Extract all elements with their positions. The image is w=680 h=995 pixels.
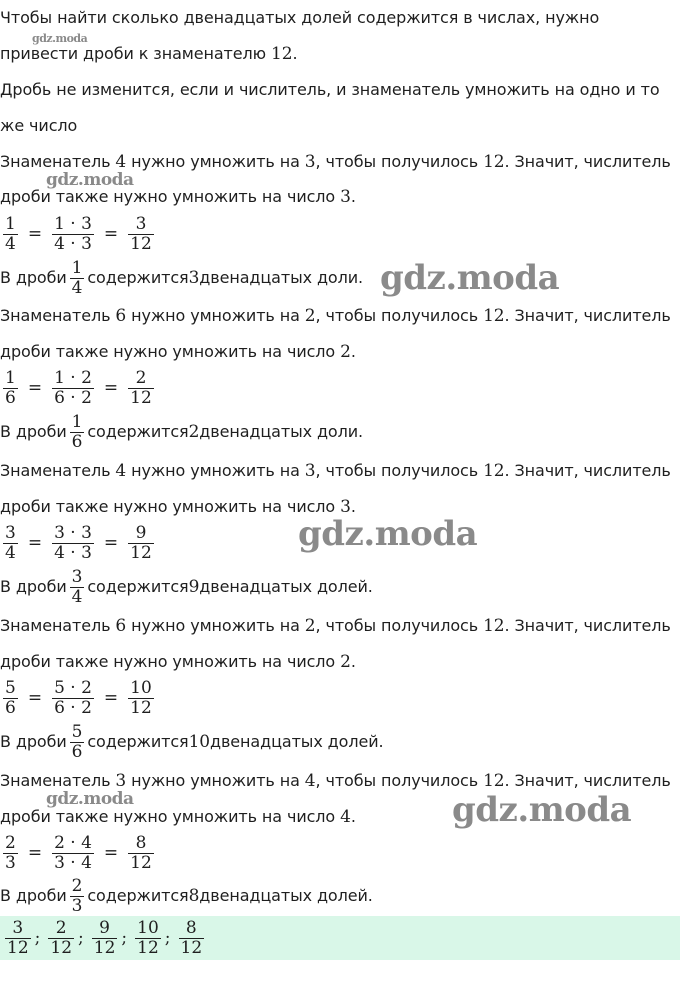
- fraction: $\frac{5}{6}$: [71, 721, 83, 762]
- fraction: $\frac{5 \cdot 2}{6 \cdot 2}$: [54, 677, 92, 718]
- watermark: gdz.moda: [46, 789, 134, 809]
- fraction: $\frac{10}{12}$: [130, 677, 152, 718]
- fraction: $\frac{3}{4}$: [71, 566, 83, 607]
- answer-fraction: $\frac{3}{12}$: [7, 917, 29, 958]
- intro-line-3: Дробь не изменится, если и числитель, и знаменатель умножить на одно и то: [0, 80, 660, 99]
- watermark: gdz.moda: [46, 170, 134, 190]
- watermark: gdz.moda: [32, 32, 88, 45]
- block-4-result: В дроби $\frac{5}{6}$ содержится 10 двенадцатых долей.: [0, 721, 384, 762]
- block-4-step-2: дроби также нужно умножить на число 2.: [0, 652, 356, 672]
- block-2-result: В дроби $\frac{1}{6}$ содержится 2 двенадцатых доли.: [0, 411, 364, 452]
- block-2-equation: $\frac{1}{6}$ = $\frac{1 \cdot 2}{6 \cdot 2}$ = $\frac{2}{12}$: [5, 367, 152, 408]
- fraction: $\frac{1 \cdot 2}{6 \cdot 2}$: [54, 367, 92, 408]
- fraction: $\frac{1 \cdot 3}{4 \cdot 3}$: [54, 213, 92, 254]
- block-1-result: В дроби $\frac{1}{4}$ содержится 3 двенадцатых доли.: [0, 257, 364, 298]
- block-3-result: В дроби $\frac{3}{4}$ содержится 9 двенадцатых долей.: [0, 566, 373, 607]
- block-5-result: В дроби $\frac{2}{3}$ содержится 8 двенадцатых долей.: [0, 875, 373, 916]
- intro-line-2: привести дроби к знаменателю 12.: [0, 44, 298, 64]
- block-3-step-1: Знаменатель 4 нужно умножить на 3, чтобы получилось 12. Значит, числитель: [0, 461, 671, 481]
- fraction: $\frac{3}{4}$: [5, 522, 16, 563]
- fraction: $\frac{3}{12}$: [130, 213, 152, 254]
- answer-box: $\frac{3}{12}$ ; $\frac{2}{12}$ ; $\frac{9}{12}$ ; $\frac{10}{12}$ ; $\frac{8}{12}$: [0, 916, 680, 960]
- fraction: $\frac{2}{12}$: [130, 367, 152, 408]
- fraction: $\frac{5}{6}$: [5, 677, 16, 718]
- fraction: $\frac{2}{3}$: [5, 832, 16, 873]
- watermark: gdz.moda: [298, 514, 478, 554]
- fraction: $\frac{2}{3}$: [71, 875, 83, 916]
- fraction: $\frac{9}{12}$: [130, 522, 152, 563]
- answer-fraction: $\frac{10}{12}$: [137, 917, 159, 958]
- block-3-equation: $\frac{3}{4}$ = $\frac{3 \cdot 3}{4 \cdot 3}$ = $\frac{9}{12}$: [5, 522, 152, 563]
- intro-line-4: же число: [0, 116, 78, 135]
- fraction: $\frac{3 \cdot 3}{4 \cdot 3}$: [54, 522, 92, 563]
- fraction: $\frac{1}{6}$: [5, 367, 16, 408]
- block-2-step-2: дроби также нужно умножить на число 2.: [0, 342, 356, 362]
- fraction: $\frac{1}{6}$: [71, 411, 83, 452]
- answer-fraction: $\frac{2}{12}$: [50, 917, 73, 958]
- block-2-step-1: Знаменатель 6 нужно умножить на 2, чтобы получилось 12. Значит, числитель: [0, 306, 671, 326]
- block-1-equation: $\frac{1}{4}$ = $\frac{1 \cdot 3}{4 \cdot 3}$ = $\frac{3}{12}$: [5, 213, 152, 254]
- block-1-step-2: дроби также нужно умножить на число 3.: [0, 187, 356, 207]
- block-4-equation: $\frac{5}{6}$ = $\frac{5 \cdot 2}{6 \cdot 2}$ = $\frac{10}{12}$: [5, 677, 152, 718]
- intro-line-1: Чтобы найти сколько двенадцатых долей содержится в числах, нужно: [0, 8, 600, 27]
- fraction: $\frac{1}{4}$: [71, 257, 83, 298]
- block-5-equation: $\frac{2}{3}$ = $\frac{2 \cdot 4}{3 \cdot 4}$ = $\frac{8}{12}$: [5, 832, 152, 873]
- watermark: gdz.moda: [452, 790, 632, 830]
- answer-fraction: $\frac{8}{12}$: [180, 917, 203, 958]
- block-1-step-1: Знаменатель 4 нужно умножить на 3, чтобы получилось 12. Значит, числитель: [0, 152, 671, 172]
- fraction: $\frac{1}{4}$: [5, 213, 16, 254]
- answer-fraction: $\frac{9}{12}$: [93, 917, 116, 958]
- block-5-step-2: дроби также нужно умножить на число 4.: [0, 807, 356, 827]
- fraction: $\frac{2 \cdot 4}{3 \cdot 4}$: [54, 832, 92, 873]
- fraction: $\frac{8}{12}$: [130, 832, 152, 873]
- block-5-step-1: Знаменатель 3 нужно умножить на 4, чтобы получилось 12. Значит, числитель: [0, 771, 671, 791]
- block-3-step-2: дроби также нужно умножить на число 3.: [0, 497, 356, 517]
- watermark: gdz.moda: [380, 258, 560, 298]
- block-4-step-1: Знаменатель 6 нужно умножить на 2, чтобы получилось 12. Значит, числитель: [0, 616, 671, 636]
